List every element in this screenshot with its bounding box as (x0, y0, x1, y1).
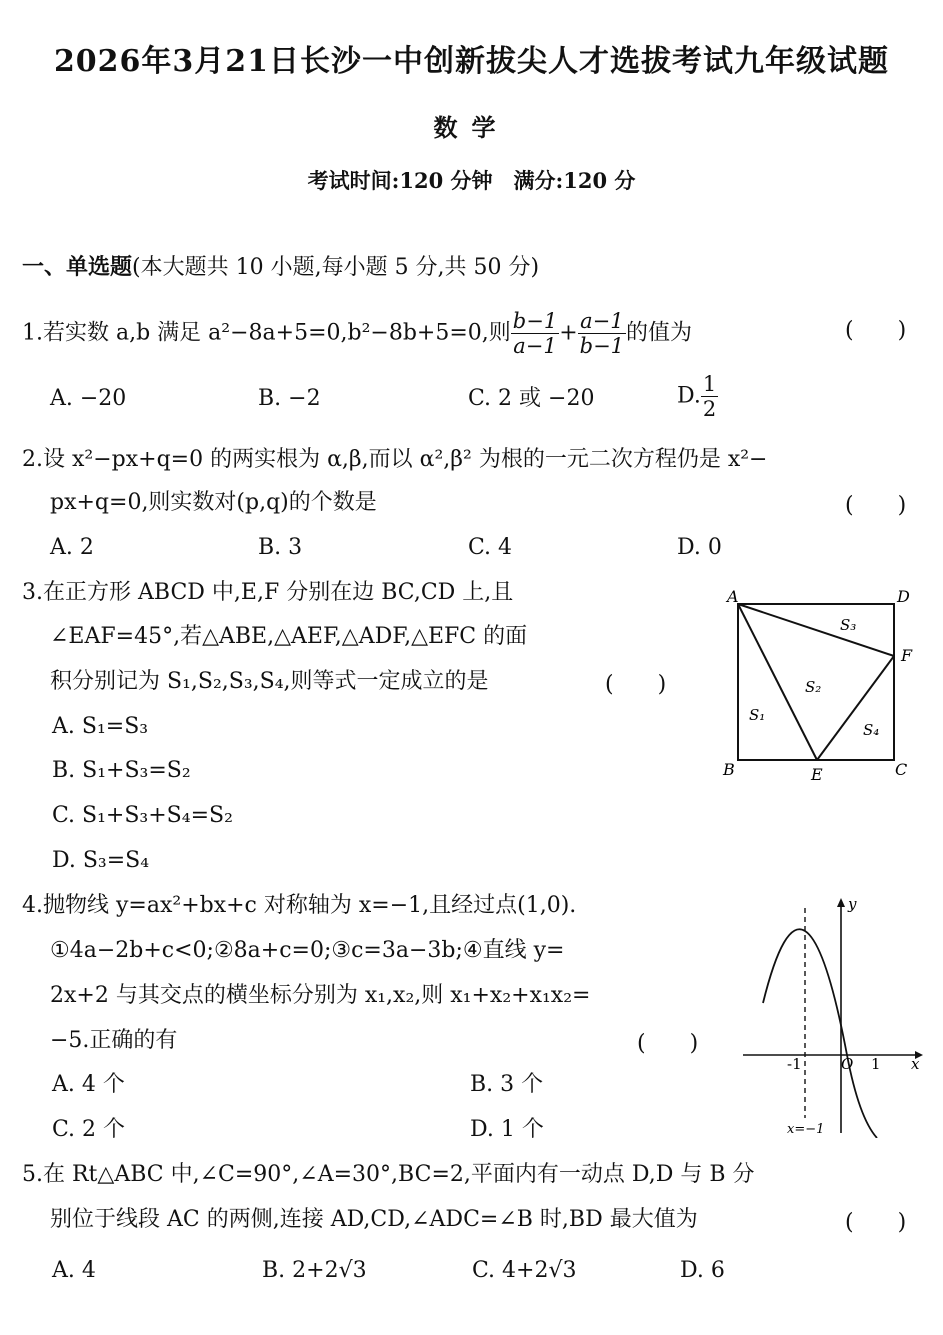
y-axis-arrow-icon (837, 898, 845, 907)
symmetry-axis-label: x=−1 (787, 1122, 825, 1137)
origin-label: O (841, 1055, 854, 1073)
x-axis-label: x (911, 1055, 920, 1073)
option-c: C. 2 个 (52, 1117, 126, 1142)
fraction-1-denominator: a−1 (513, 334, 557, 358)
question-1-text: 若实数 a,b 满足 a²−8a+5=0,b²−8b+5=0,则 (43, 320, 511, 346)
question-2-line-2: px+q=0,则实数对(p,q)的个数是 (50, 490, 377, 515)
option-a: A. 4 个 (52, 1072, 125, 1097)
question-4-line-3: 2x+2 与其交点的横坐标分别为 x₁,x₂,则 x₁+x₂+x₁x₂= (50, 983, 591, 1008)
question-4-line-4: −5.正确的有 (50, 1028, 178, 1053)
question-5-line-1 (22, 1160, 755, 1190)
fraction-1-numerator: b−1 (512, 309, 558, 333)
answer-paren-5: ( ) (845, 1210, 907, 1235)
option-b: B. −2 (258, 386, 321, 411)
label-e: E (811, 765, 823, 784)
option-d-fraction (701, 372, 718, 421)
answer-paren-2: ( ) (845, 493, 907, 518)
question-2-text-1: 设 x²−px+q=0 的两实根为 α,β,而以 α²,β² 为根的一元二次方程仍是 x²− (43, 447, 768, 472)
parabola-curve (763, 929, 877, 1138)
answer-paren-4: ( ) (637, 1031, 699, 1056)
parabola-figure (735, 893, 925, 1138)
square-figure (715, 580, 925, 790)
option-b: B. 2+2√3 (262, 1258, 367, 1283)
fraction-2-numerator: a−1 (578, 309, 626, 334)
y-axis-label: y (848, 895, 857, 913)
exam-title: 2026年3月21日长沙一中创新拔尖人才选拔考试九年级试题 (53, 44, 890, 79)
tick-label-neg1: -1 (787, 1055, 802, 1073)
question-5-line-2: 别位于线段 AC 的两侧,连接 AD,CD,∠ADC=∠B 时,BD 最大值为 (50, 1207, 698, 1232)
option-c: C. 4 (468, 535, 513, 560)
label-c: C (895, 760, 908, 779)
question-1-stem (22, 309, 692, 358)
question-1-tail: 的值为 (626, 320, 693, 346)
label-s4: S₄ (863, 721, 880, 739)
question-2-line-1 (22, 445, 768, 475)
option-d-denominator: 2 (702, 397, 717, 421)
question-number: 3. (22, 580, 43, 605)
exam-info: 考试时间:120 分钟 满分:120 分 (307, 168, 636, 193)
option-a: A. −20 (50, 386, 127, 411)
option-d-prefix: D. (677, 383, 701, 409)
question-3-text-1: 在正方形 ABCD 中,E,F 分别在边 BC,CD 上,且 (43, 580, 514, 605)
label-s3: S₃ (840, 616, 857, 634)
option-a: A. S₁=S₃ (52, 714, 149, 739)
question-number: 5. (22, 1162, 43, 1187)
label-s2: S₂ (805, 678, 822, 696)
fraction-2 (578, 309, 626, 358)
fraction-1 (511, 309, 559, 358)
section-note: (本大题共 10 小题,每小题 5 分,共 50 分) (132, 255, 540, 280)
option-d: D. 6 (680, 1258, 725, 1283)
section-title: 一、单选题 (22, 254, 133, 280)
option-d: D. S₃=S₄ (52, 848, 150, 873)
question-5-text-1: 在 Rt△ABC 中,∠C=90°,∠A=30°,BC=2,平面内有一动点 D,D 与 B 分 (43, 1162, 755, 1187)
section-header (22, 252, 539, 283)
option-d-numerator: 1 (702, 372, 717, 396)
question-number: 4. (22, 893, 43, 918)
option-b: B. S₁+S₃=S₂ (52, 758, 191, 783)
question-4-text-1: 抛物线 y=ax²+bx+c 对称轴为 x=−1,且经过点(1,0). (43, 893, 577, 918)
fraction-2-denominator: b−1 (579, 334, 625, 358)
plus-sign: + (559, 320, 578, 346)
answer-paren-3: ( ) (605, 672, 667, 697)
option-d: D. 1 个 (470, 1117, 544, 1142)
option-d: D. 0 (677, 535, 722, 560)
question-3-line-3: 积分别记为 S₁,S₂,S₃,S₄,则等式一定成立的是 (50, 669, 489, 694)
option-c: C. 4+2√3 (472, 1258, 577, 1283)
question-4-line-1 (22, 891, 576, 921)
question-3-line-2: ∠EAF=45°,若△ABE,△AEF,△ADF,△EFC 的面 (50, 624, 528, 649)
option-b: B. 3 (258, 535, 303, 560)
label-f: F (901, 646, 913, 665)
option-a: A. 2 (50, 535, 94, 560)
option-d (677, 372, 718, 421)
label-b: B (723, 760, 735, 779)
option-b: B. 3 个 (470, 1072, 544, 1097)
question-number: 2. (22, 447, 43, 472)
question-4-line-2: ①4a−2b+c<0;②8a+c=0;③c=3a−3b;④直线 y= (50, 938, 565, 963)
subject-title: 数学 (433, 113, 510, 142)
option-a: A. 4 (52, 1258, 96, 1283)
question-3-line-1 (22, 578, 513, 608)
answer-paren-1: ( ) (845, 318, 907, 343)
tick-label-1: 1 (871, 1055, 881, 1073)
option-c: C. 2 或 −20 (468, 386, 595, 411)
question-number: 1. (22, 320, 43, 346)
label-s1: S₁ (749, 706, 766, 724)
option-c: C. S₁+S₃+S₄=S₂ (52, 803, 233, 828)
label-d: D (897, 587, 910, 606)
label-a: A (727, 587, 739, 606)
segment-ef (817, 656, 894, 760)
